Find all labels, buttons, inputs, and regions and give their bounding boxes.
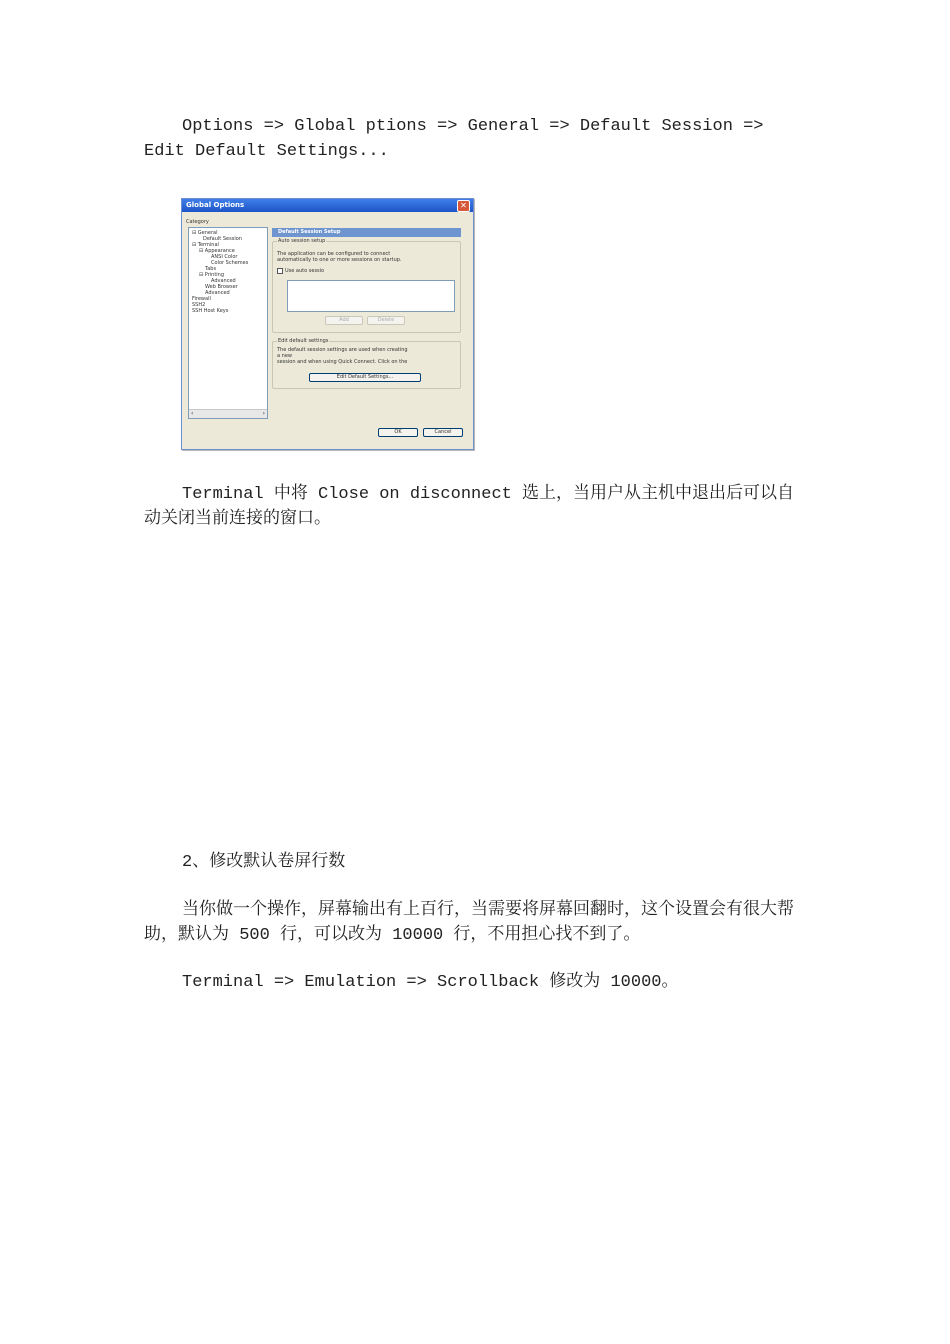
tree-horizontal-scrollbar[interactable] xyxy=(189,409,267,418)
tree-item[interactable]: ⊟ General xyxy=(192,230,218,236)
auto-session-group xyxy=(272,238,461,333)
auto-session-group-label: Auto session setup xyxy=(278,238,326,244)
use-auto-session-label: Use auto sessio xyxy=(285,268,325,274)
auto-session-text: automatically to one or more sessions on startup. xyxy=(277,257,402,263)
close-icon[interactable]: ✕ xyxy=(457,200,470,212)
edit-default-group-label: Edit default settings xyxy=(278,338,329,344)
scroll-right-icon[interactable]: › xyxy=(262,410,265,417)
tree-item[interactable]: Color Schemes xyxy=(211,260,249,266)
dialog-titlebar xyxy=(182,199,473,212)
global-options-dialog-screenshot xyxy=(181,198,474,450)
ok-button[interactable]: OK xyxy=(378,428,418,437)
scrollback-description-paragraph: 当你做一个操作，屏幕输出有上百行，当需要将屏幕回翻时，这个设置会有很大帮助，默认为 500 行，可以改为 10000 行，不用担心找不到了。 xyxy=(144,901,794,945)
edit-default-text: The default session settings are used when creating xyxy=(277,347,408,353)
section-heading: 2、修改默认卷屏行数 xyxy=(182,853,346,872)
scroll-left-icon[interactable]: ‹ xyxy=(191,410,194,417)
tree-item[interactable]: ⊟ Terminal xyxy=(192,242,219,248)
tree-item[interactable]: SSH2 xyxy=(192,302,206,308)
category-tree[interactable] xyxy=(188,227,268,419)
auto-session-text: The application can be configured to connect xyxy=(277,251,391,257)
close-on-disconnect-paragraph: Terminal 中将 Close on disconnect 选上，当用户从主机中退出后可以自动关闭当前连接的窗口。 xyxy=(144,485,795,529)
edit-default-settings-button[interactable]: Edit Default Settings... xyxy=(309,373,421,382)
tree-item[interactable]: SSH Host Keys xyxy=(192,308,229,314)
add-button[interactable]: Add xyxy=(325,316,363,325)
tree-item[interactable]: Advanced xyxy=(205,290,230,296)
scrollback-path-paragraph: Terminal => Emulation => Scrollback 修改为 10000。 xyxy=(182,973,679,992)
dialog-title: Global Options xyxy=(186,201,245,209)
edit-default-text: session and when using Quick Connect. Click on the xyxy=(277,359,408,365)
tree-item[interactable]: Tabs xyxy=(205,266,217,272)
tree-item[interactable]: ⊟ Appearance xyxy=(199,248,235,254)
category-label: Category xyxy=(186,219,209,225)
edit-default-text: a new xyxy=(277,353,292,359)
tree-item[interactable]: Web Browser xyxy=(205,284,238,290)
auto-session-list[interactable] xyxy=(287,280,455,312)
delete-button[interactable]: Delete xyxy=(367,316,405,325)
use-auto-session-checkbox[interactable] xyxy=(277,268,283,274)
tree-item[interactable]: Advanced xyxy=(211,278,236,284)
edit-default-group xyxy=(272,338,461,389)
tree-item[interactable]: Firewall xyxy=(192,296,211,302)
panel-header: Default Session Setup xyxy=(272,228,461,237)
tree-item[interactable]: ANSI Color xyxy=(211,254,238,260)
tree-item[interactable]: Default Session xyxy=(203,236,242,242)
tree-item[interactable]: ⊟ Printing xyxy=(199,272,225,278)
menu-path-paragraph: Options => Global ptions => General => Default Session => Edit Default Settings... xyxy=(144,117,764,161)
cancel-button[interactable]: Cancel xyxy=(423,428,463,437)
